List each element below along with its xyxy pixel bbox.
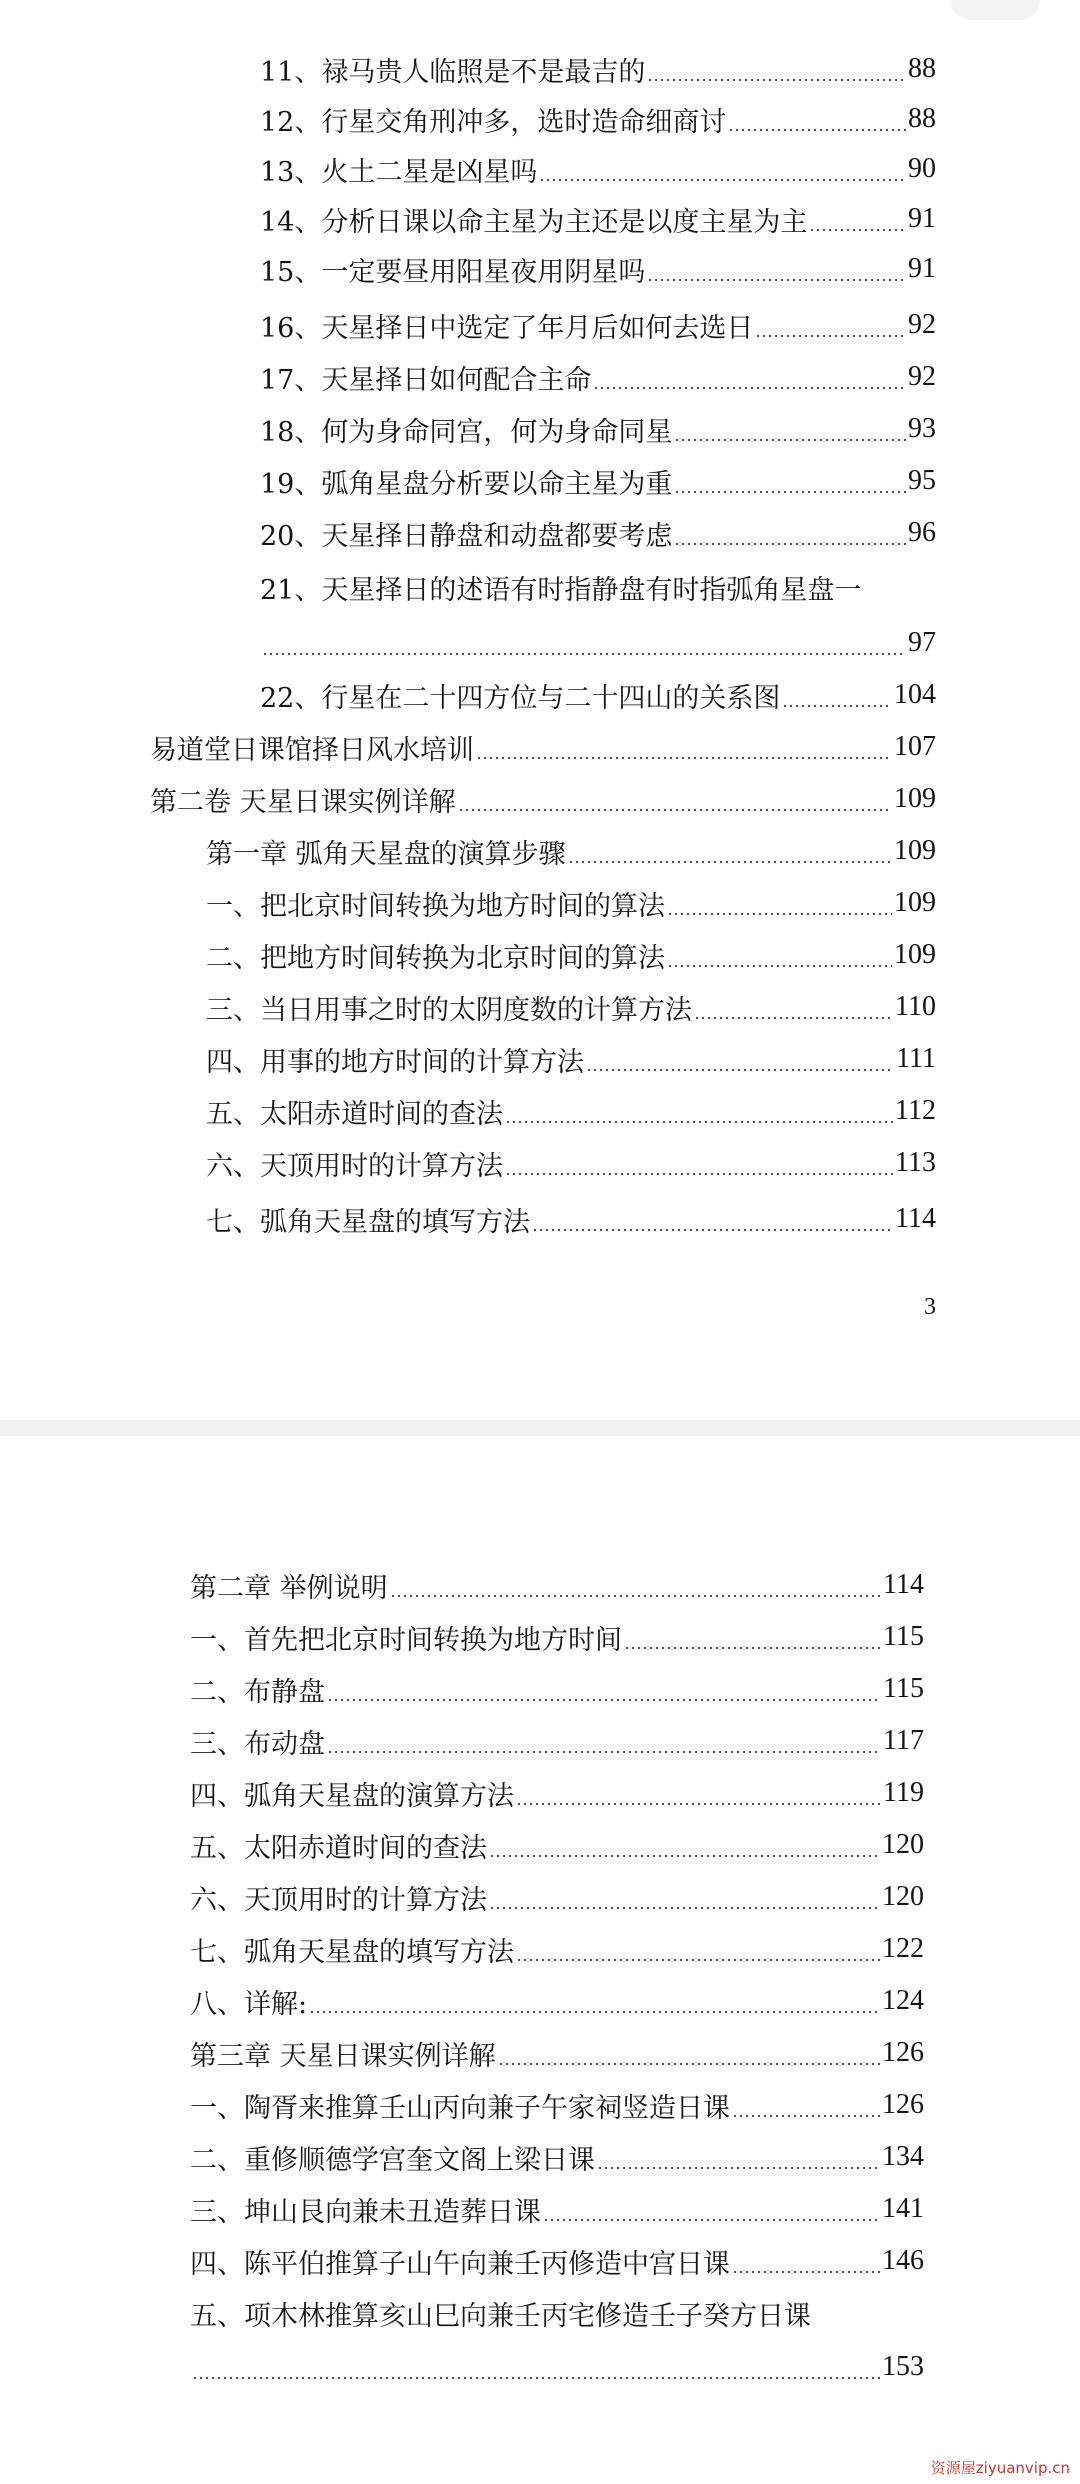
toc-entry[interactable]: 14、分析日课以命主星为主还是以度主星为主 91 <box>260 203 936 238</box>
leader-dots <box>327 1698 881 1702</box>
page-number: 3 <box>924 1294 936 1320</box>
leader-dots <box>192 2376 880 2380</box>
leader-dots <box>532 1228 893 1232</box>
toc-entry[interactable]: 17、天星择日如何配合主命 92 <box>260 361 936 396</box>
toc-entry-continued[interactable]: 153 <box>190 2342 924 2392</box>
toc-entry-continued[interactable]: 97 <box>260 618 936 668</box>
leader-dots <box>543 2218 880 2222</box>
toc-entry[interactable]: 第一章 弧角天星盘的演算步骤 109 <box>206 835 936 870</box>
toc-entry[interactable]: 12、行星交角刑冲多，选时造命细商讨 88 <box>260 103 936 138</box>
leader-dots <box>593 386 906 390</box>
leader-dots <box>327 1750 881 1754</box>
toc-entry[interactable]: 一、把北京时间转换为地方时间的算法 109 <box>206 887 936 922</box>
watermark: 资源屋ziyuanvip.cn <box>930 2459 1070 2477</box>
leader-dots <box>694 1016 893 1020</box>
toc-entry[interactable]: 19、弧角星盘分析要以命主星为重 95 <box>260 465 936 500</box>
toc-entry[interactable]: 13、火土二星是凶星吗 90 <box>260 153 936 188</box>
toc-entry[interactable]: 五、太阳赤道时间的查法 120 <box>190 1829 924 1864</box>
leader-dots <box>647 278 906 282</box>
toc-entry[interactable]: 第二章 举例说明 114 <box>190 1569 924 1604</box>
leader-dots <box>728 128 906 132</box>
leader-dots <box>568 860 892 864</box>
toc-entry[interactable]: 三、当日用事之时的太阴度数的计算方法 110 <box>206 991 936 1026</box>
toc-entry[interactable]: 五、太阳赤道时间的查法 112 <box>206 1095 936 1130</box>
leader-dots <box>667 964 892 968</box>
leader-dots <box>489 1906 880 1910</box>
page-separator <box>0 1420 1080 1436</box>
leader-dots <box>505 1172 893 1176</box>
toc-entry[interactable]: 11、禄马贵人临照是不是最吉的 88 <box>260 53 936 88</box>
toc-entry[interactable]: 二、重修顺德学宫奎文阁上梁日课 134 <box>190 2141 924 2176</box>
toc-entry[interactable]: 一、首先把北京时间转换为地方时间 115 <box>190 1621 924 1656</box>
toc-entry[interactable]: 三、布动盘 117 <box>190 1725 924 1760</box>
toc-entry[interactable]: 20、天星择日静盘和动盘都要考虑 96 <box>260 517 936 552</box>
leader-dots <box>782 704 892 708</box>
leader-dots <box>667 912 892 916</box>
toc-entry[interactable]: 21、天星择日的述语有时指静盘有时指弧角星盘一 <box>260 574 862 606</box>
toc-entry[interactable]: 15、一定要昼用阳星夜用阴星吗 91 <box>260 253 936 288</box>
leader-dots <box>498 2062 880 2066</box>
toc-entry[interactable]: 六、天顶用时的计算方法 120 <box>190 1881 924 1916</box>
toc-entry[interactable]: 22、行星在二十四方位与二十四山的关系图 104 <box>260 679 936 714</box>
leader-dots <box>586 1068 894 1072</box>
toc-entry[interactable]: 四、陈平伯推算子山午向兼壬丙修造中宫日课 146 <box>190 2245 924 2280</box>
page-corner-decoration <box>950 0 1040 20</box>
toc-entry[interactable]: 第二卷 天星日课实例详解 109 <box>150 783 936 818</box>
leader-dots <box>809 228 906 232</box>
leader-dots <box>624 1646 881 1650</box>
leader-dots <box>458 808 892 812</box>
toc-entry[interactable]: 七、弧角天星盘的填写方法 122 <box>190 1933 924 1968</box>
toc-entry[interactable]: 第三章 天星日课实例详解 126 <box>190 2037 924 2072</box>
leader-dots <box>732 2270 880 2274</box>
leader-dots <box>390 1594 881 1598</box>
leader-dots <box>674 490 906 494</box>
leader-dots <box>505 1120 893 1124</box>
leader-dots <box>674 438 906 442</box>
leader-dots <box>755 334 906 338</box>
leader-dots <box>516 1802 881 1806</box>
leader-dots <box>674 542 906 546</box>
leader-dots <box>597 2166 880 2170</box>
leader-dots <box>262 652 906 656</box>
toc-entry[interactable]: 四、用事的地方时间的计算方法 111 <box>206 1043 936 1078</box>
document-page-2 <box>0 1436 1080 2484</box>
toc-entry[interactable]: 18、何为身命同宫，何为身命同星 93 <box>260 413 936 448</box>
leader-dots <box>539 178 906 182</box>
toc-entry[interactable]: 一、陶胥来推算壬山丙向兼子午家祠竖造日课 126 <box>190 2089 924 2124</box>
leader-dots <box>516 1958 880 1962</box>
toc-entry[interactable]: 五、项木林推算亥山巳向兼壬丙宅修造壬子癸方日课 <box>190 2300 811 2332</box>
toc-entry[interactable]: 七、弧角天星盘的填写方法 114 <box>206 1203 936 1238</box>
toc-entry[interactable]: 16、天星择日中选定了年月后如何去选日 92 <box>260 309 936 344</box>
toc-entry[interactable]: 二、把地方时间转换为北京时间的算法 109 <box>206 939 936 974</box>
toc-entry[interactable]: 八、详解: 124 <box>190 1985 924 2020</box>
leader-dots <box>476 756 892 760</box>
leader-dots <box>732 2114 880 2118</box>
toc-entry[interactable]: 二、布静盘 115 <box>190 1673 924 1708</box>
leader-dots <box>489 1854 880 1858</box>
toc-entry[interactable]: 六、天顶用时的计算方法 113 <box>206 1147 936 1182</box>
leader-dots <box>309 2010 880 2014</box>
toc-entry[interactable]: 三、坤山艮向兼未丑造葬日课 141 <box>190 2193 924 2228</box>
leader-dots <box>647 78 906 82</box>
toc-entry[interactable]: 四、弧角天星盘的演算方法 119 <box>190 1777 924 1812</box>
toc-entry[interactable]: 易道堂日课馆择日风水培训 107 <box>150 731 936 766</box>
